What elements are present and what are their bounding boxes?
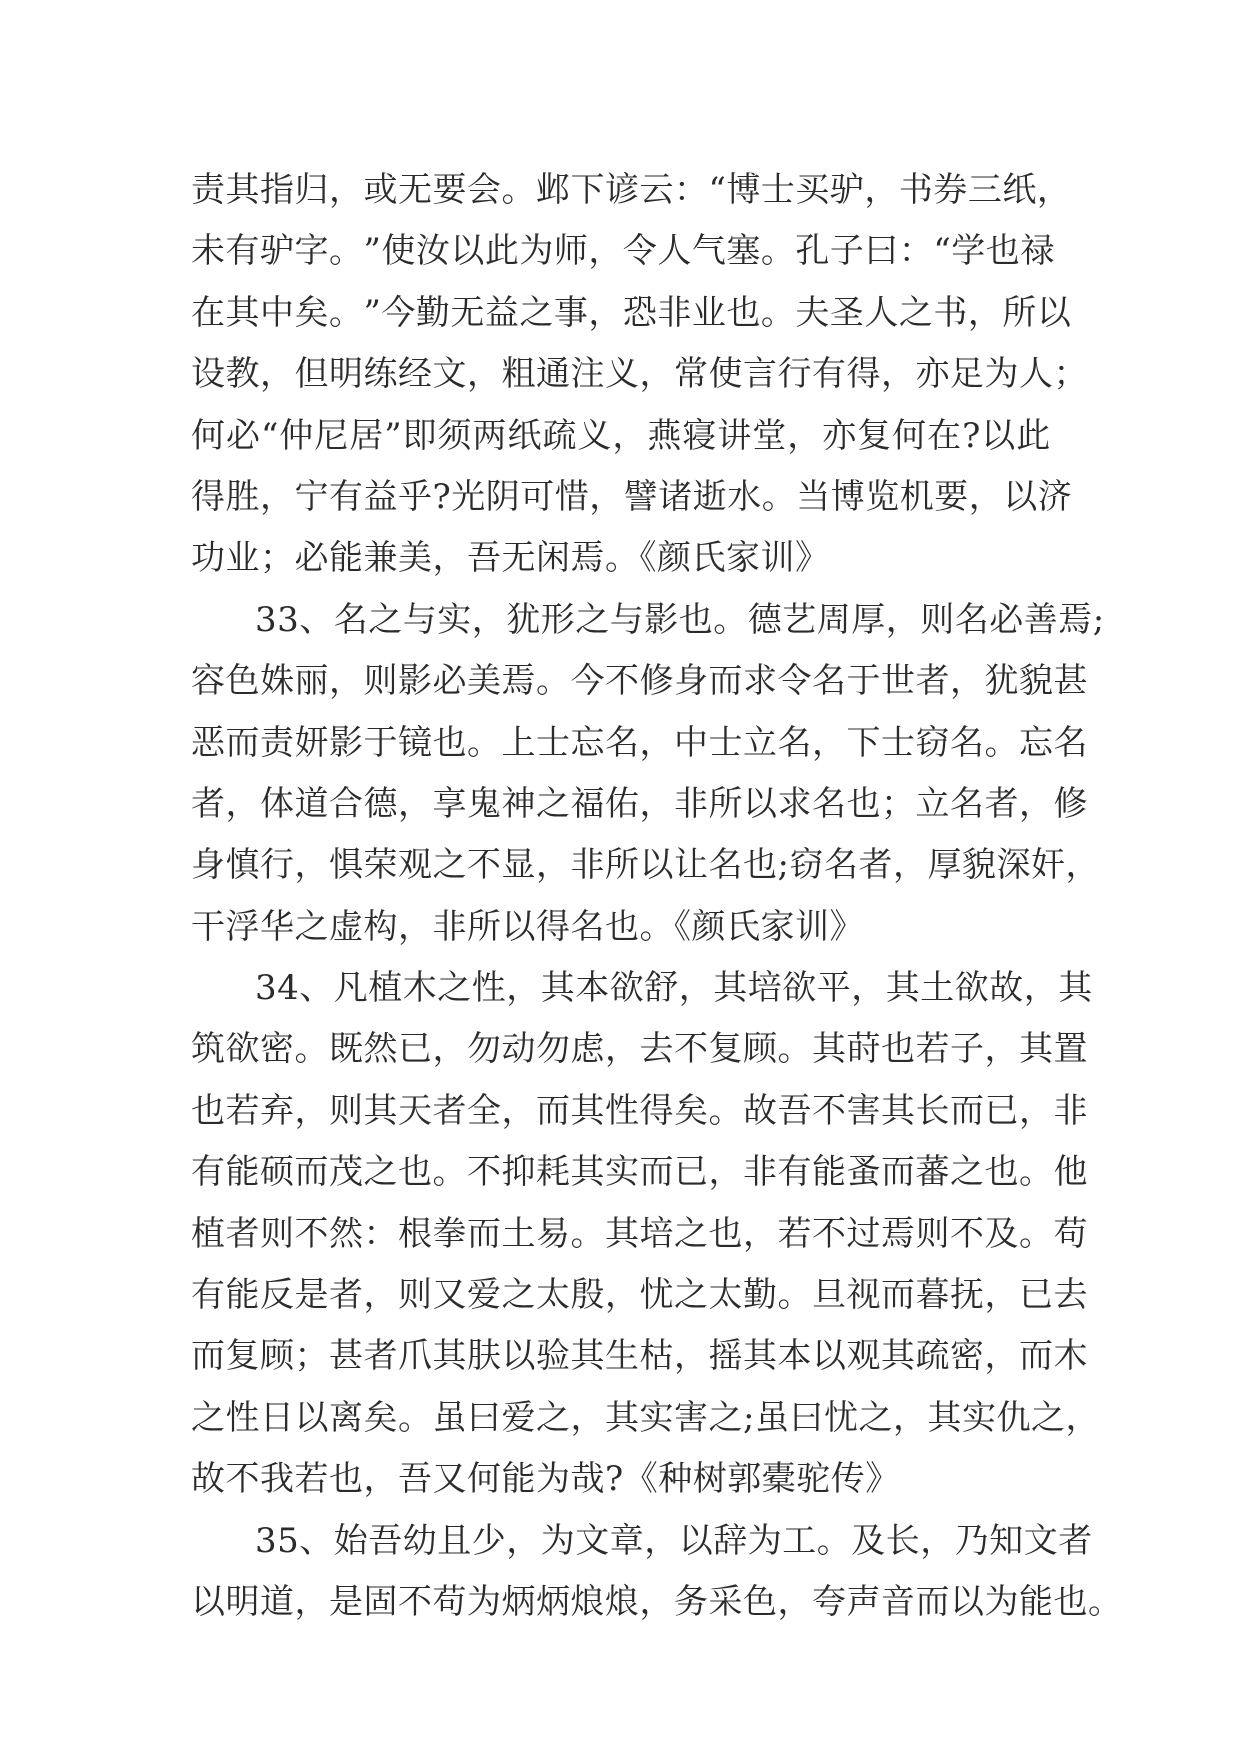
text-line: 何 必 “ 仲 尼 居 ” 即 须 两 纸 疏 义 ， 燕 寝 讲 堂 ， 亦 复 何 在 ? 以 此: [191, 415, 1051, 456]
text-line: 得 胜 ， 宁 有 益 乎 ? 光 阴 可 惜 ， 譬 诸 逝 水 。 当 博 览 机 要 ， 以 济: [191, 476, 1073, 517]
text-line: 以 明 道 ， 是 固 不 苟 为 炳 炳 烺 烺 ， 务 采 色 ， 夸 声 音 而 以 为 能 也 。: [191, 1581, 1123, 1622]
text-line: 未 有 驴 字 。 ” 使 汝 以 此 为 师 ， 令 人 气 塞 。 孔 子 曰 ： “ 学 也 禄: [191, 231, 1055, 272]
text-line: 而 复 顾 ； 甚 者 爪 其 肤 以 验 其 生 枯 ， 摇 其 本 以 观 其 疏 密 ， 而 木: [191, 1336, 1088, 1377]
text-line: 筑 欲 密 。 既 然 已 ， 勿 动 勿 虑 ， 去 不 复 顾 。 其 莳 也 若 子 ， 其 置: [191, 1029, 1088, 1070]
text-line: 有 能 反 是 者 ， 则 又 爱 之 太 殷 ， 忧 之 太 勤 。 旦 视 而 暮 抚 ， 已 去: [191, 1275, 1088, 1316]
text-line: 身 慎 行 ， 惧 荣 观 之 不 显 ， 非 所 以 让 名 也 ; 窃 名 者 ， 厚 貌 深 奸 ，: [191, 845, 1100, 886]
text-line: 故不我若也，吾又何能为哉?《种树郭橐驼传》: [191, 1459, 900, 1500]
text-line: 者 ， 体 道 合 德 ， 享 鬼 神 之 福 佑 ， 非 所 以 求 名 也 ； 立 名 者 ， 修: [191, 783, 1088, 824]
text-line: 之 性 日 以 离 矣 。 虽 曰 爱 之 ， 其 实 害 之 ; 虽 曰 忧 之 ， 其 实 仇 之 ，: [191, 1397, 1100, 1438]
document-body: [191, 160, 1123, 1633]
text-line: 容 色 姝 丽 ， 则 影 必 美 焉 。 今 不 修 身 而 求 令 名 于 世 者 ， 犹 貌 甚: [191, 661, 1088, 702]
text-line: 也 若 弃 ， 则 其 天 者 全 ， 而 其 性 得 矣 。 故 吾 不 害 其 长 而 已 ， 非: [191, 1090, 1088, 1131]
text-line: 责 其 指 归 ， 或 无 要 会 。 邺 下 谚 云 ： “ 博 士 买 驴 ， 书 券 三 纸 ，: [191, 170, 1072, 210]
paragraph-first-line: 3 3 、 名 之 与 实 ， 犹 形 之 与 影 也 。 德 艺 周 厚 ， 则 名 必 善 焉 ;: [255, 599, 1105, 640]
paragraph-first-line: 3 4 、 凡 植 木 之 性 ， 其 本 欲 舒 ， 其 培 欲 平 ， 其 土 欲 故 ， 其: [255, 968, 1093, 1009]
paragraph-first-line: 3 5 、 始 吾 幼 且 少 ， 为 文 章 ， 以 辞 为 工 。 及 长 ， 乃 知 文 者: [255, 1520, 1093, 1561]
text-line: 在 其 中 矣 。 ” 今 勤 无 益 之 事 ， 恐 非 业 也 。 夫 圣 人 之 书 ， 所 以: [191, 292, 1072, 333]
text-line: 有 能 硕 而 茂 之 也 。 不 抑 耗 其 实 而 已 ， 非 有 能 蚤 而 蕃 之 也 。 他: [191, 1152, 1088, 1193]
text-line: 功业；必能兼美，吾无闲焉。《颜氏家训》: [191, 538, 830, 579]
text-line: 恶 而 责 妍 影 于 镜 也 。 上 士 忘 名 ， 中 士 立 名 ， 下 士 窃 名 。 忘 名: [191, 722, 1088, 763]
text-line: 植 者 则 不 然 ： 根 拳 而 土 易 。 其 培 之 也 ， 若 不 过 焉 则 不 及 。 苟: [191, 1213, 1088, 1254]
text-line: 干浮华之虚构，非所以得名也。《颜氏家训》: [191, 906, 864, 947]
text-line: 设 教 ， 但 明 练 经 文 ， 粗 通 注 义 ， 常 使 言 行 有 得 ， 亦 足 为 人 ；: [191, 354, 1088, 395]
